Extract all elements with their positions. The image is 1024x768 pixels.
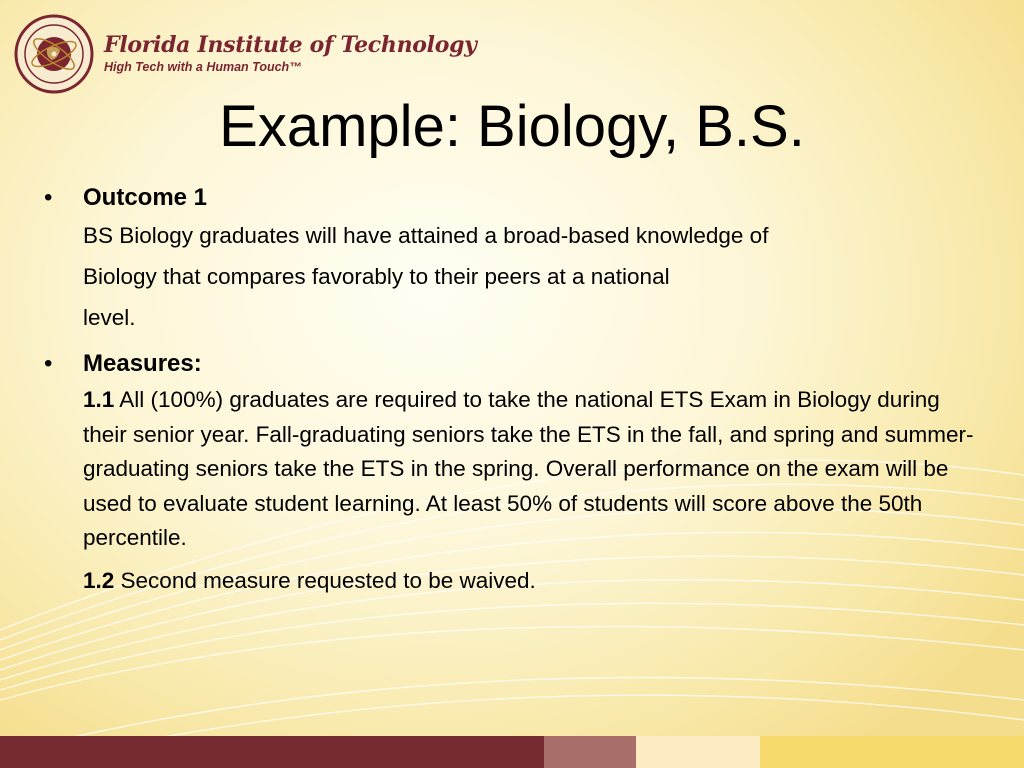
measure-number: 1.2 — [83, 567, 115, 593]
measure-item-1-2 — [44, 564, 989, 599]
outcome-description — [44, 215, 989, 338]
university-seal-icon — [14, 14, 94, 94]
footer-block-cream — [636, 736, 760, 768]
slide-body — [44, 184, 989, 598]
footer-block-gold — [760, 736, 1024, 768]
brand — [104, 32, 477, 74]
footer-block-maroon — [0, 736, 544, 768]
measure-text: Second measure requested to be waived. — [114, 567, 536, 593]
measure-item-1-1 — [44, 383, 989, 556]
brand-tagline: High Tech with a Human Touch™ — [104, 60, 302, 74]
outcome-line: Biology that compares favorably to their peers at a national — [83, 263, 670, 289]
outcome-line: level. — [83, 304, 136, 330]
brand-name: Florida Institute of Technology — [104, 32, 477, 58]
bullet-symbol: • — [44, 184, 53, 211]
outcome-heading: Outcome 1 — [83, 184, 208, 211]
outcome-bullet — [44, 184, 989, 212]
footer-block-rose — [544, 736, 636, 768]
slide-title: Example: Biology, B.S. — [219, 94, 805, 159]
header — [14, 14, 477, 94]
measures-bullet — [44, 350, 989, 378]
measures-heading: Measures: — [83, 349, 202, 377]
footer-color-band — [0, 736, 1024, 768]
measure-text: All (100%) graduates are required to take the national ETS Exam in Biology during their senior year. Fall-graduating seniors take the ETS in the fall, and spring and summer-graduating seniors take the ETS in the spring. Overall performance on the exam will be used to evaluate student learning. At least 50% of students will score above the 50th percentile. — [83, 387, 974, 551]
outcome-line: BS Biology graduates will have attained a broad-based knowledge of — [83, 222, 769, 248]
measure-number: 1.1 — [83, 387, 115, 413]
bullet-symbol: • — [44, 349, 53, 377]
